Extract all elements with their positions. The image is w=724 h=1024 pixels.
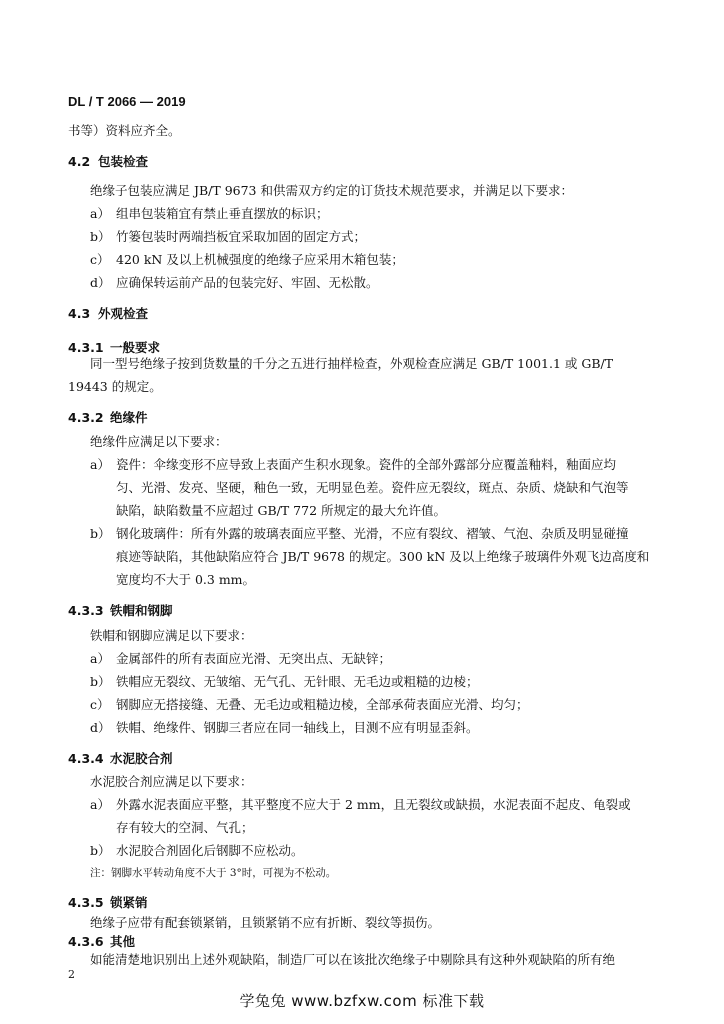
list-marker: c） — [90, 252, 110, 267]
list-marker: b） — [90, 674, 111, 689]
list-item-text: 竹篓包装时两端挡板宜采取加固的固定方式； — [116, 229, 367, 244]
list-item — [90, 670, 479, 693]
section-4-3-3-heading — [68, 601, 173, 619]
list-marker: b） — [90, 229, 111, 244]
paragraph-line: 19443 的规定。 — [68, 379, 162, 394]
section-number: 4.3 — [68, 306, 91, 321]
section-number: 4.2 — [68, 154, 91, 169]
list-item-text: 金属部件的所有表面应光滑、无突出点、无缺锌； — [116, 651, 392, 666]
site-footer-watermark: 学兔兔 www.bzfxw.com 标准下载 — [239, 992, 485, 1010]
list-item-continuation: 存有较大的空洞、气孔； — [116, 820, 254, 835]
list-item-continuation: 缺陷，缺陷数量不应超过 GB/T 772 所规定的最大允许值。 — [116, 503, 446, 518]
list-item-text: 瓷件：伞缘变形不应导致上表面产生积水现象。瓷件的全部外露部分应覆盖釉料，釉面应均 — [116, 457, 617, 472]
list-marker: b） — [90, 526, 111, 541]
section-number: 4.3.2 — [68, 410, 104, 425]
section-title: 一般要求 — [110, 340, 161, 355]
section-4-3-2-heading — [68, 408, 148, 426]
list-item — [90, 453, 616, 476]
section-title: 绝缘件 — [110, 410, 148, 425]
paragraph-line: 水泥胶合剂应满足以下要求： — [90, 774, 253, 789]
section-number: 4.3.3 — [68, 603, 104, 618]
list-marker: d） — [90, 720, 111, 735]
paragraph-line: 绝缘子包装应满足 JB/T 9673 和供需双方约定的订货技术规范要求，并满足以下要求： — [90, 183, 573, 198]
section-title: 铁帽和钢脚 — [110, 603, 173, 618]
paragraph-line: 绝缘子应带有配套锁紧销，且锁紧销不应有折断、裂纹等损伤。 — [90, 915, 441, 930]
paragraph-line: 如能清楚地识别出上述外观缺陷，制造厂可以在该批次绝缘子中剔除具有这种外观缺陷的所有绝 — [90, 952, 616, 967]
list-item-continuation: 痕迹等缺陷，其他缺陷应符合 JB/T 9678 的规定。300 kN 及以上绝缘子玻璃件外观飞边高度和 — [116, 549, 650, 564]
section-title: 外观检查 — [98, 306, 149, 321]
list-item — [90, 522, 629, 545]
paragraph-line: 铁帽和钢脚应满足以下要求： — [90, 628, 253, 643]
list-item-continuation: 宽度均不大于 0.3 mm。 — [116, 572, 256, 587]
list-marker: b） — [90, 843, 111, 858]
list-item — [90, 693, 529, 716]
list-marker: d） — [90, 275, 111, 290]
page-number: 2 — [68, 968, 75, 981]
section-number: 4.3.5 — [68, 895, 104, 910]
section-title: 锁紧销 — [110, 895, 148, 910]
list-item-text: 外露水泥表面应平整，其平整度不应大于 2 mm，且无裂纹或缺损，水泥表面不起皮、龟裂或 — [116, 797, 631, 812]
section-number: 4.3.4 — [68, 751, 104, 766]
section-title: 其他 — [110, 934, 136, 949]
paragraph-line: 绝缘件应满足以下要求： — [90, 434, 228, 449]
list-item — [90, 793, 631, 816]
list-item-text: 水泥胶合剂固化后钢脚不应松动。 — [116, 843, 304, 858]
list-item — [90, 647, 391, 670]
list-item-continuation: 匀、光滑、发亮、坚硬，釉色一致，无明显色差。瓷件应无裂纹，斑点、杂质、烧缺和气泡等 — [116, 480, 629, 495]
section-4-2-heading — [68, 152, 148, 170]
list-marker: a） — [90, 457, 110, 472]
section-4-3-5-heading — [68, 893, 148, 911]
list-item-text: 钢脚应无搭接缝、无叠、无毛边或粗糙边棱，全部承荷表面应光滑、均匀； — [116, 697, 529, 712]
list-item — [90, 248, 404, 271]
section-title: 水泥胶合剂 — [110, 751, 173, 766]
list-item-text: 铁帽应无裂纹、无皱缩、无气孔、无针眼、无毛边或粗糙的边棱； — [116, 674, 479, 689]
list-marker: c） — [90, 697, 110, 712]
note-text: 注：钢脚水平转动角度不大于 3°时，可视为不松动。 — [90, 867, 337, 879]
section-number: 4.3.1 — [68, 340, 104, 355]
list-item — [90, 716, 479, 739]
list-item — [90, 271, 379, 294]
list-item-text: 420 kN 及以上机械强度的绝缘子应采用木箱包装； — [116, 252, 404, 267]
list-item-text: 铁帽、绝缘件、钢脚三者应在同一轴线上，目测不应有明显歪斜。 — [116, 720, 479, 735]
paragraph-line: 同一型号绝缘子按到货数量的千分之五进行抽样检查，外观检查应满足 GB/T 1001.1 或 GB/T — [90, 356, 614, 371]
list-marker: a） — [90, 797, 110, 812]
section-number: 4.3.6 — [68, 934, 104, 949]
list-marker: a） — [90, 206, 110, 221]
list-item-text: 组串包装箱宜有禁止垂直摆放的标识； — [116, 206, 329, 221]
list-item-text: 钢化玻璃件：所有外露的玻璃表面应平整、光滑，不应有裂纹、褶皱、气泡、杂质及明显碰撞 — [116, 526, 629, 541]
section-title: 包装检查 — [98, 154, 149, 169]
list-item-text: 应确保转运前产品的包装完好、牢固、无松散。 — [116, 275, 379, 290]
section-4-3-4-heading — [68, 749, 173, 767]
standard-code: DL / T 2066 — 2019 — [68, 94, 186, 109]
continuation-line: 书等）资料应齐全。 — [68, 123, 181, 138]
list-item — [90, 225, 366, 248]
list-item — [90, 202, 329, 225]
section-4-3-heading — [68, 304, 148, 322]
list-marker: a） — [90, 651, 110, 666]
list-item — [90, 839, 304, 862]
